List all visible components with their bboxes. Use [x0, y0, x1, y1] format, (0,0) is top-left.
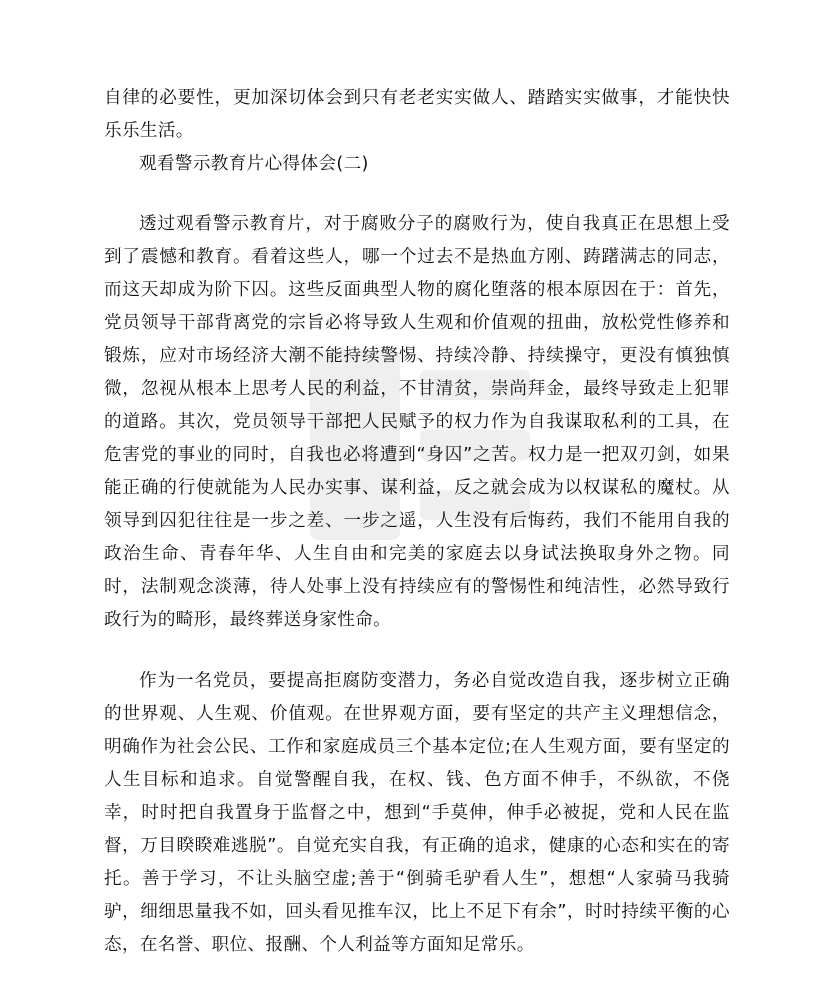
intro-line: 自律的必要性，更加深切体会到只有老老实实做人、踏踏实实做事，才能快快乐乐生活。	[104, 88, 730, 141]
body-paragraph-1: 透过观看警示教育片，对于腐败分子的腐败行为，使自我真正在思想上受到了震憾和教育。看着这些人，哪一个过去不是热血方刚、踌躇满志的同志，而这天却成为阶下囚。这些反面典型人物的腐化堕落的根本原因在于：首先，党员领导干部背离党的宗旨必将导致人生观和价值观的扭曲，放松党性修养和锻炼，应对市场经济大潮不能持续警惕、持续冷静、持续操守，更没有慎独慎微，忽视从根本上思考人民的利益，不甘清贫，崇尚拜金，最终导致走上犯罪的道路。其次，党员领导干部把人民赋予的权力作为自我谋取私利的工具，在危害党的事业的同时，自我也必将遭到“身囚”之苦。权力是一把双刃剑，如果能正确的行使就能为人民办实事、谋利益，反之就会成为以权谋私的魔杖。从领导到囚犯往往是一步之差、一步之遥，人生没有后悔药，我们不能用自我的政治生命、青春年华、人生自由和完美的家庭去以身试法换取身外之物。同时，法制观念淡薄，待人处事上没有持续应有的警惕性和纯洁性，必然导致行政行为的畸形，最终葬送身家性命。	[104, 214, 730, 630]
document-body	[104, 82, 730, 962]
section-title: 观看警示教育片心得体会(二)	[139, 154, 369, 174]
body-paragraph-2: 作为一名党员，要提高拒腐防变潜力，务必自觉改造自我，逐步树立正确的世界观、人生观、价值观。在世界观方面，要有坚定的共产主义理想信念，明确作为社会公民、工作和家庭成员三个基本定位;在人生观方面，要有坚定的人生目标和追求。自觉警醒自我，在权、钱、色方面不伸手，不纵欲，不侥幸，时时把自我置身于监督之中，想到“手莫伸，伸手必被捉，党和人民在监督，万目睽睽难逃脱”。自觉充实自我，有正确的追求，健康的心态和实在的寄托。善于学习，不让头脑空虚;善于“倒骑毛驴看人生”，想想“人家骑马我骑驴，细细思量我不如，回头看见推车汉，比上不足下有余”，时时持续平衡的心态，在名誉、职位、报酬、个人利益等方面知足常乐。	[104, 671, 730, 955]
